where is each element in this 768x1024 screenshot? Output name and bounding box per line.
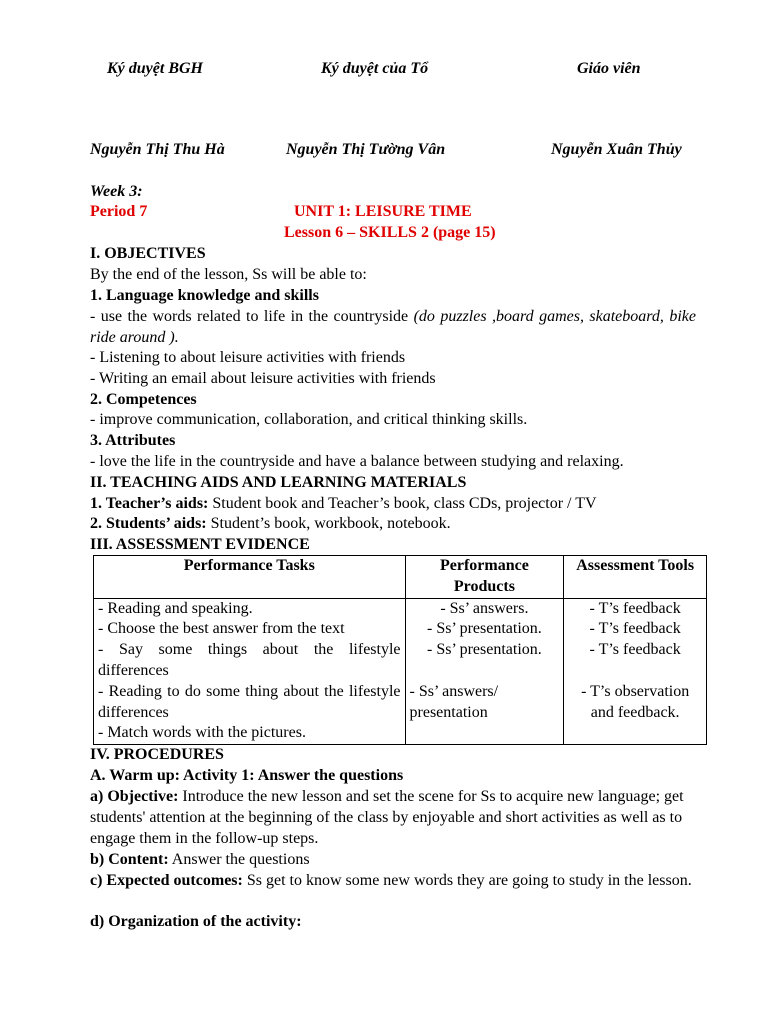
attributes-item: - love the life in the countryside and have a balance between studying and relaxing.	[90, 453, 624, 470]
signature-title-teacher: Giáo viên	[577, 60, 641, 77]
competences-heading: 2. Competences	[90, 391, 197, 408]
attributes-heading: 3. Attributes	[90, 432, 176, 449]
table-row	[94, 598, 707, 745]
tool-item: - T’s feedback	[589, 641, 681, 659]
language-knowledge-item-2: - Listening to about leisure activities with friends	[90, 349, 406, 366]
language-knowledge-item-1: - use the words related to life in the countryside (do puzzles ,board games, skateboard, bike ride around ).	[90, 308, 696, 346]
tool-item: - T’s feedback	[589, 599, 681, 617]
warmup-heading: A. Warm up: Activity 1: Answer the questions	[90, 767, 404, 784]
warmup-content: b) Content: Answer the questions	[90, 851, 310, 868]
assessment-heading: III. ASSESSMENT EVIDENCE	[90, 536, 310, 553]
materials-heading: II. TEACHING AIDS AND LEARNING MATERIALS	[90, 474, 467, 491]
task-item: - Say some things about the lifestyle differences	[98, 641, 401, 679]
procedures-heading: IV. PROCEDURES	[90, 746, 224, 763]
task-item: - Reading and speaking.	[98, 599, 253, 617]
period-label: Period 7	[90, 203, 148, 220]
language-knowledge-heading: 1. Language knowledge and skills	[90, 287, 319, 304]
header-assessment-tools: Assessment Tools	[564, 556, 707, 599]
language-knowledge-item-3: - Writing an email about leisure activities with friends	[90, 370, 436, 387]
product-item: - Ss’ presentation.	[427, 641, 542, 659]
tool-item: - T’s observation and feedback.	[581, 682, 690, 721]
products-cell	[405, 598, 564, 745]
competences-item: - improve communication, collaboration, and critical thinking skills.	[90, 411, 528, 428]
warmup-objective: a) Objective: Introduce the new lesson and set the scene for Ss to acquire new language; get students' attention at the beginning of the class by enjoyable and short activities as well as to engage them in the follow-up steps.	[90, 788, 684, 847]
signature-name-bgh: Nguyễn Thị Thu Hà	[90, 141, 225, 158]
unit-title: UNIT 1: LEISURE TIME	[294, 203, 472, 220]
assessment-table	[93, 555, 707, 745]
week-label: Week 3:	[90, 183, 143, 200]
student-aids: 2. Students’ aids: Student’s book, workbook, notebook.	[90, 515, 451, 532]
signature-title-bgh: Ký duyệt BGH	[107, 60, 203, 77]
objectives-heading: I. OBJECTIVES	[90, 245, 206, 262]
task-item: - Reading to do some thing about the lifestyle differences	[98, 682, 401, 721]
warmup-outcomes: c) Expected outcomes: Ss get to know some new words they are going to study in the lesson.	[90, 872, 692, 889]
signature-name-to: Nguyễn Thị Tường Vân	[286, 141, 446, 158]
lesson-title: Lesson 6 – SKILLS 2 (page 15)	[284, 224, 496, 241]
table-header-row	[94, 556, 707, 599]
product-item: - Ss’ answers/ presentation	[409, 682, 499, 721]
signature-title-to: Ký duyệt của Tổ	[321, 60, 429, 77]
signature-name-teacher: Nguyễn Xuân Thủy	[551, 141, 682, 158]
objectives-intro: By the end of the lesson, Ss will be able to:	[90, 266, 367, 283]
warmup-organization: d) Organization of the activity:	[90, 913, 302, 930]
tasks-cell	[94, 598, 406, 745]
header-performance-tasks: Performance Tasks	[94, 556, 406, 599]
teacher-aids: 1. Teacher’s aids: Student book and Teacher’s book, class CDs, projector / TV	[90, 495, 597, 512]
task-item: - Match words with the pictures.	[98, 724, 306, 742]
tools-cell	[564, 598, 707, 745]
header-performance-products: Performance Products	[405, 556, 564, 599]
product-item: - Ss’ presentation.	[427, 620, 542, 638]
product-item: - Ss’ answers.	[440, 599, 529, 617]
task-item: - Choose the best answer from the text	[98, 620, 345, 638]
tool-item: - T’s feedback	[589, 620, 681, 638]
